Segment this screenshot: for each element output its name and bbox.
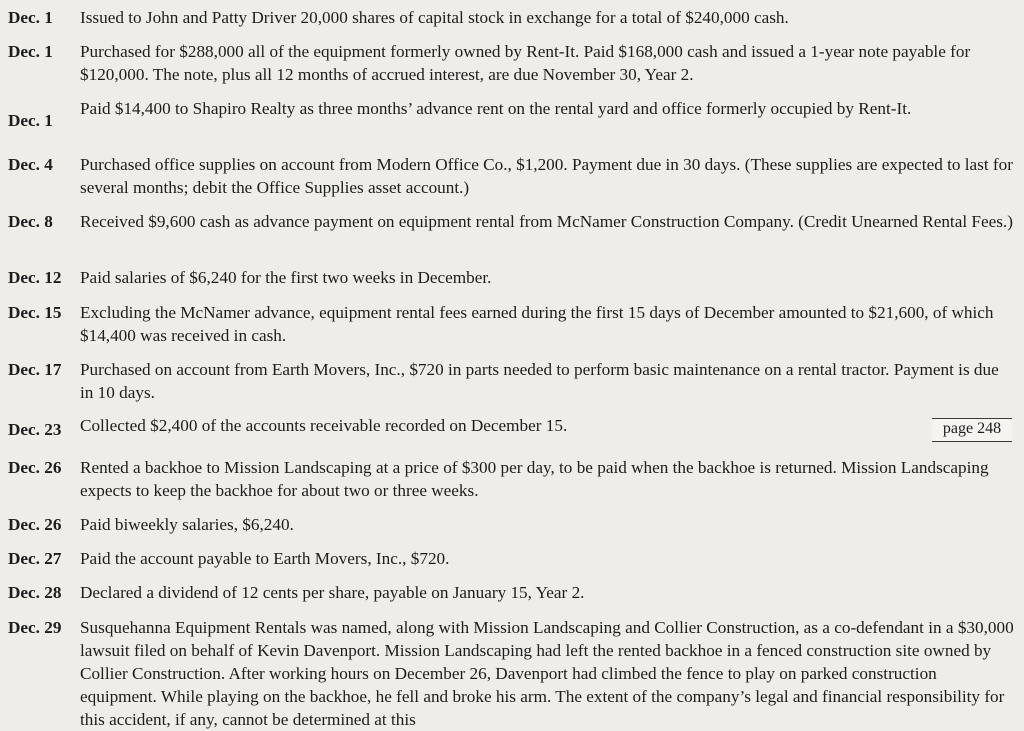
transaction-date: Dec. 28 [8,583,62,602]
transaction-date: Dec. 29 [8,618,62,637]
transaction-date: Dec. 27 [8,549,62,568]
transaction-date: Dec. 26 [8,458,62,477]
transaction-description: Susquehanna Equipment Rentals was named, along with Mission Landscaping and Collier Construction, as a co-defendant in a $30,000 lawsuit filed on behalf of Kevin Davenport. Mission Landscaping had left the rented backhoe in a fenced construction site owned by Collier Construction. After working hours on December 26, Davenport had climbed the fence to play on parked construction equipment. While playing on the backhoe, he fell and broke his arm. The extent of the company’s legal and financial responsibility for this accident, if any, cannot be determined at this [80,618,1014,729]
transaction-date: Dec. 17 [8,360,62,379]
transaction-date: Dec. 1 [8,111,53,130]
transaction-description: Purchased for $288,000 all of the equipment formerly owned by Rent-It. Paid $168,000 cash and issued a 1-year note payable for $120,000. The note, plus all 12 months of accrued interest, are due November 30, Year 2. [80,42,971,84]
transaction-date: Dec. 15 [8,303,62,322]
transaction-description: Rented a backhoe to Mission Landscaping at a price of $300 per day, to be paid when the backhoe is returned. Mission Landscaping expects to keep the backhoe for about two or three weeks. [80,458,989,500]
transaction-date: Dec. 4 [8,155,53,174]
transaction-description: Paid biweekly salaries, $6,240. [80,515,294,534]
transaction-date: Dec. 26 [8,515,62,534]
transaction-description: Paid $14,400 to Shapiro Realty as three months’ advance rent on the rental yard and office formerly occupied by Rent-It. [80,99,912,118]
transaction-description: Received $9,600 cash as advance payment on equipment rental from McNamer Construction Company. (Credit Unearned Rental Fees.) [80,212,1013,231]
transaction-date: Dec. 8 [8,212,53,231]
transaction-date: Dec. 12 [8,268,62,287]
transaction-description: Issued to John and Patty Driver 20,000 shares of capital stock in exchange for a total of $240,000 cash. [80,8,789,27]
transaction-description: Declared a dividend of 12 cents per share, payable on January 15, Year 2. [80,583,585,602]
transaction-description: Paid salaries of $6,240 for the first two weeks in December. [80,268,492,287]
transaction-description: Purchased on account from Earth Movers, Inc., $720 in parts needed to perform basic maintenance on a rental tractor. Payment is due in 10 days. [80,360,999,402]
transaction-date: Dec. 1 [8,42,53,61]
transaction-entry [8,616,1014,729]
transaction-description: Purchased office supplies on account from Modern Office Co., $1,200. Payment due in 30 days. (These supplies are expected to last for several months; debit the Office Supplies asset account.) [80,155,1013,197]
transaction-description: Excluding the McNamer advance, equipment rental fees earned during the first 15 days of December amounted to $21,600, of which $14,400 was received in cash. [80,303,994,345]
page-number-marker: page 248 [932,418,1012,442]
transaction-description: Paid the account payable to Earth Movers, Inc., $720. [80,549,450,568]
transaction-description: Collected $2,400 of the accounts receivable recorded on December 15. [80,416,568,435]
transaction-date: Dec. 1 [8,8,53,27]
transaction-date: Dec. 23 [8,420,62,439]
